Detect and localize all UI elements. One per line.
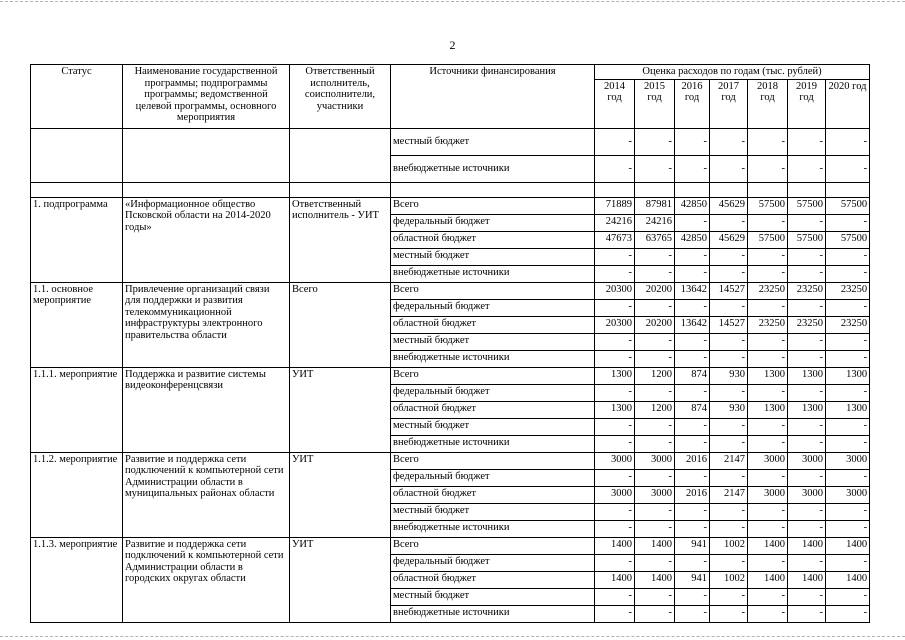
value-cell: 3000 [748, 486, 788, 503]
value-cell: - [826, 384, 870, 401]
source-cell: федеральный бюджет [391, 384, 595, 401]
value-cell: - [788, 605, 826, 622]
value-cell: - [710, 418, 748, 435]
header-year: 2014 год [595, 79, 635, 128]
source-cell: Всего [391, 452, 595, 469]
value-cell: 1300 [748, 401, 788, 418]
responsible-cell [290, 128, 391, 182]
value-cell: - [710, 128, 748, 155]
value-cell: - [826, 418, 870, 435]
value-cell: - [595, 248, 635, 265]
source-cell: Всего [391, 367, 595, 384]
value-cell: 20200 [635, 316, 675, 333]
value-cell: - [675, 155, 710, 182]
value-cell: 1400 [788, 537, 826, 554]
value-cell: 13642 [675, 282, 710, 299]
value-cell: - [826, 248, 870, 265]
value-cell: 1400 [788, 571, 826, 588]
header-year: 2016 год [675, 79, 710, 128]
header-year: 2015 год [635, 79, 675, 128]
header-year: 2020 год [826, 79, 870, 128]
value-cell: - [826, 350, 870, 367]
value-cell: 1002 [710, 537, 748, 554]
value-cell: - [635, 503, 675, 520]
value-cell: - [788, 384, 826, 401]
value-cell: - [635, 469, 675, 486]
status-cell: 1. подпрограмма [31, 197, 123, 282]
value-cell: 1400 [826, 537, 870, 554]
value-cell: - [710, 469, 748, 486]
value-cell: 1200 [635, 401, 675, 418]
value-cell: - [748, 554, 788, 571]
value-cell: - [595, 554, 635, 571]
name-cell: Развитие и поддержка сети подключений к компьютерной сети Администрации области в городских округах области [123, 537, 290, 622]
source-cell: федеральный бюджет [391, 299, 595, 316]
value-cell: - [748, 520, 788, 537]
value-cell: 3000 [826, 486, 870, 503]
value-cell: 1002 [710, 571, 748, 588]
value-cell: - [748, 155, 788, 182]
value-cell: - [635, 265, 675, 282]
value-cell: - [748, 588, 788, 605]
value-cell: - [788, 435, 826, 452]
value-cell: - [710, 435, 748, 452]
value-cell: - [675, 588, 710, 605]
value-cell: 14527 [710, 282, 748, 299]
value-cell: - [788, 265, 826, 282]
value-cell: - [826, 469, 870, 486]
value-cell: 57500 [748, 231, 788, 248]
value-cell: - [675, 554, 710, 571]
value-cell: - [595, 520, 635, 537]
value-cell: 23250 [748, 282, 788, 299]
value-cell: 42850 [675, 231, 710, 248]
value-cell: 930 [710, 367, 748, 384]
value-cell: 2147 [710, 486, 748, 503]
value-cell: - [635, 155, 675, 182]
value-cell: - [675, 333, 710, 350]
value-cell: - [675, 299, 710, 316]
value-cell: 3000 [826, 452, 870, 469]
header-name: Наименование государственной программы; подпрограммы программы; ведомственной целевой программы, основного мероприятия [123, 65, 290, 129]
value-cell: - [826, 554, 870, 571]
value-cell: - [826, 520, 870, 537]
value-cell: 1300 [788, 367, 826, 384]
value-cell: 63765 [635, 231, 675, 248]
source-cell: внебюджетные источники [391, 605, 595, 622]
value-cell: 1400 [635, 537, 675, 554]
source-cell: внебюджетные источники [391, 155, 595, 182]
value-cell: 45629 [710, 197, 748, 214]
value-cell: 45629 [710, 231, 748, 248]
source-cell: федеральный бюджет [391, 554, 595, 571]
table-row [31, 367, 870, 384]
spacer-cell [748, 182, 788, 197]
value-cell: 20200 [635, 282, 675, 299]
value-cell: 23250 [788, 282, 826, 299]
value-cell: - [748, 265, 788, 282]
value-cell: 3000 [788, 486, 826, 503]
value-cell: - [826, 588, 870, 605]
table-row [31, 537, 870, 554]
value-cell: - [826, 155, 870, 182]
value-cell: - [826, 299, 870, 316]
source-cell: Всего [391, 537, 595, 554]
value-cell: - [635, 418, 675, 435]
value-cell: - [748, 605, 788, 622]
value-cell: 3000 [635, 452, 675, 469]
value-cell: - [710, 155, 748, 182]
value-cell: - [635, 350, 675, 367]
source-cell: федеральный бюджет [391, 214, 595, 231]
value-cell: - [788, 248, 826, 265]
value-cell: - [635, 520, 675, 537]
value-cell: - [710, 265, 748, 282]
value-cell: - [826, 128, 870, 155]
value-cell: - [675, 214, 710, 231]
value-cell: - [595, 588, 635, 605]
value-cell: - [748, 248, 788, 265]
value-cell: - [826, 214, 870, 231]
header-status: Статус [31, 65, 123, 129]
value-cell: - [710, 248, 748, 265]
value-cell: - [826, 265, 870, 282]
responsible-cell: УИТ [290, 367, 391, 452]
spacer-cell [826, 182, 870, 197]
header-responsible: Ответственный исполнитель, соисполнители, участники [290, 65, 391, 129]
value-cell: 1300 [595, 401, 635, 418]
value-cell: 1400 [595, 537, 635, 554]
value-cell: - [635, 605, 675, 622]
value-cell: - [788, 554, 826, 571]
value-cell: 57500 [788, 231, 826, 248]
name-cell [123, 128, 290, 182]
value-cell: - [675, 435, 710, 452]
value-cell: - [788, 503, 826, 520]
value-cell: - [675, 503, 710, 520]
name-cell: «Информационное общество Псковской области на 2014-2020 годы» [123, 197, 290, 282]
responsible-cell: УИТ [290, 452, 391, 537]
value-cell: 3000 [788, 452, 826, 469]
value-cell: - [748, 503, 788, 520]
value-cell: - [595, 350, 635, 367]
value-cell: - [675, 418, 710, 435]
value-cell: 1400 [826, 571, 870, 588]
responsible-cell: УИТ [290, 537, 391, 622]
responsible-cell: Ответственный исполнитель - УИТ [290, 197, 391, 282]
value-cell: 87981 [635, 197, 675, 214]
table-body [31, 128, 870, 622]
source-cell: внебюджетные источники [391, 435, 595, 452]
table-row [31, 197, 870, 214]
value-cell: - [788, 418, 826, 435]
header-year: 2018 год [748, 79, 788, 128]
value-cell: - [788, 469, 826, 486]
header-year: 2017 год [710, 79, 748, 128]
name-cell: Привлечение организаций связи для поддержки и развития телекоммуникационной инфраструктуры электронного правительства области [123, 282, 290, 367]
page-number: 2 [449, 38, 456, 52]
header-estimate: Оценка расходов по годам (тыс. рублей) [595, 65, 870, 80]
spacer-cell [710, 182, 748, 197]
value-cell: 874 [675, 401, 710, 418]
value-cell: - [635, 128, 675, 155]
value-cell: 3000 [595, 452, 635, 469]
value-cell: 1300 [826, 367, 870, 384]
value-cell: - [788, 588, 826, 605]
value-cell: - [826, 333, 870, 350]
value-cell: - [710, 214, 748, 231]
value-cell: - [710, 503, 748, 520]
status-cell: 1.1. основное мероприятие [31, 282, 123, 367]
value-cell: - [635, 554, 675, 571]
table-row [31, 452, 870, 469]
value-cell: - [788, 214, 826, 231]
value-cell: 1300 [788, 401, 826, 418]
value-cell: 71889 [595, 197, 635, 214]
value-cell: 1400 [635, 571, 675, 588]
value-cell: - [635, 299, 675, 316]
value-cell: 13642 [675, 316, 710, 333]
value-cell: - [826, 435, 870, 452]
value-cell: 47673 [595, 231, 635, 248]
value-cell: - [595, 418, 635, 435]
status-cell: 1.1.1. мероприятие [31, 367, 123, 452]
value-cell: 20300 [595, 316, 635, 333]
value-cell: - [595, 435, 635, 452]
value-cell: - [788, 520, 826, 537]
spacer-cell [675, 182, 710, 197]
spacer-cell [123, 182, 290, 197]
value-cell: - [748, 418, 788, 435]
source-cell: местный бюджет [391, 503, 595, 520]
value-cell: - [595, 605, 635, 622]
value-cell: 2016 [675, 452, 710, 469]
value-cell: 24216 [595, 214, 635, 231]
source-cell: областной бюджет [391, 316, 595, 333]
value-cell: - [748, 214, 788, 231]
value-cell: - [675, 350, 710, 367]
value-cell: 1300 [595, 367, 635, 384]
value-cell: 3000 [635, 486, 675, 503]
source-cell: областной бюджет [391, 401, 595, 418]
table-row [31, 282, 870, 299]
value-cell: 24216 [635, 214, 675, 231]
scan-edge-bottom [0, 636, 905, 638]
value-cell: - [595, 469, 635, 486]
value-cell: - [635, 333, 675, 350]
value-cell: 930 [710, 401, 748, 418]
spacer-row [31, 182, 870, 197]
value-cell: 3000 [595, 486, 635, 503]
value-cell: - [748, 333, 788, 350]
value-cell: - [635, 588, 675, 605]
value-cell: - [675, 520, 710, 537]
source-cell: внебюджетные источники [391, 520, 595, 537]
value-cell: 57500 [826, 197, 870, 214]
value-cell: - [710, 554, 748, 571]
value-cell: - [710, 333, 748, 350]
source-cell: Всего [391, 282, 595, 299]
spacer-cell [635, 182, 675, 197]
name-cell: Поддержка и развитие системы видеоконференцсвязи [123, 367, 290, 452]
value-cell: - [595, 333, 635, 350]
value-cell: 2147 [710, 452, 748, 469]
value-cell: - [675, 248, 710, 265]
value-cell: - [675, 128, 710, 155]
source-cell: внебюджетные источники [391, 350, 595, 367]
value-cell: - [595, 503, 635, 520]
source-cell: местный бюджет [391, 248, 595, 265]
value-cell: 1300 [748, 367, 788, 384]
source-cell: местный бюджет [391, 128, 595, 155]
value-cell: 23250 [826, 282, 870, 299]
value-cell: 941 [675, 571, 710, 588]
status-cell: 1.1.3. мероприятие [31, 537, 123, 622]
value-cell: - [635, 435, 675, 452]
value-cell: - [788, 333, 826, 350]
value-cell: - [675, 605, 710, 622]
scan-edge-top [0, 1, 905, 3]
value-cell: 23250 [748, 316, 788, 333]
value-cell: - [788, 350, 826, 367]
value-cell: - [635, 384, 675, 401]
source-cell: федеральный бюджет [391, 469, 595, 486]
value-cell: - [788, 155, 826, 182]
value-cell: - [710, 384, 748, 401]
spacer-cell [290, 182, 391, 197]
source-cell: внебюджетные источники [391, 265, 595, 282]
spacer-cell [595, 182, 635, 197]
value-cell: - [710, 605, 748, 622]
value-cell: - [748, 384, 788, 401]
value-cell: 1300 [826, 401, 870, 418]
value-cell: - [748, 128, 788, 155]
source-cell: местный бюджет [391, 333, 595, 350]
status-cell [31, 128, 123, 182]
source-cell: местный бюджет [391, 588, 595, 605]
spacer-cell [788, 182, 826, 197]
value-cell: - [788, 299, 826, 316]
source-cell: областной бюджет [391, 571, 595, 588]
value-cell: - [710, 299, 748, 316]
value-cell: - [595, 155, 635, 182]
value-cell: - [710, 350, 748, 367]
value-cell: 874 [675, 367, 710, 384]
source-cell: Всего [391, 197, 595, 214]
value-cell: 23250 [826, 316, 870, 333]
value-cell: 1400 [748, 571, 788, 588]
value-cell: - [788, 128, 826, 155]
value-cell: - [748, 350, 788, 367]
table-row [31, 128, 870, 155]
value-cell: 1400 [748, 537, 788, 554]
value-cell: - [595, 299, 635, 316]
value-cell: 57500 [748, 197, 788, 214]
value-cell: 1200 [635, 367, 675, 384]
value-cell: - [826, 605, 870, 622]
value-cell: 42850 [675, 197, 710, 214]
value-cell: - [748, 299, 788, 316]
name-cell: Развитие и поддержка сети подключений к компьютерной сети Администрации области в муниципальных районах области [123, 452, 290, 537]
value-cell: 57500 [826, 231, 870, 248]
value-cell: - [675, 384, 710, 401]
value-cell: - [748, 435, 788, 452]
source-cell: областной бюджет [391, 231, 595, 248]
value-cell: 941 [675, 537, 710, 554]
value-cell: 57500 [788, 197, 826, 214]
value-cell: - [826, 503, 870, 520]
source-cell: местный бюджет [391, 418, 595, 435]
value-cell: - [675, 469, 710, 486]
value-cell: - [635, 248, 675, 265]
budget-table [30, 64, 870, 623]
value-cell: - [748, 469, 788, 486]
value-cell: - [595, 265, 635, 282]
value-cell: - [710, 520, 748, 537]
header-year: 2019 год [788, 79, 826, 128]
spacer-cell [391, 182, 595, 197]
value-cell: 1400 [595, 571, 635, 588]
value-cell: 20300 [595, 282, 635, 299]
status-cell: 1.1.2. мероприятие [31, 452, 123, 537]
value-cell: 3000 [748, 452, 788, 469]
responsible-cell: Всего [290, 282, 391, 367]
value-cell: 2016 [675, 486, 710, 503]
value-cell: - [595, 384, 635, 401]
spacer-cell [31, 182, 123, 197]
value-cell: 23250 [788, 316, 826, 333]
value-cell: - [595, 128, 635, 155]
header-sources: Источники финансирования [391, 65, 595, 129]
value-cell: 14527 [710, 316, 748, 333]
value-cell: - [675, 265, 710, 282]
source-cell: областной бюджет [391, 486, 595, 503]
value-cell: - [710, 588, 748, 605]
